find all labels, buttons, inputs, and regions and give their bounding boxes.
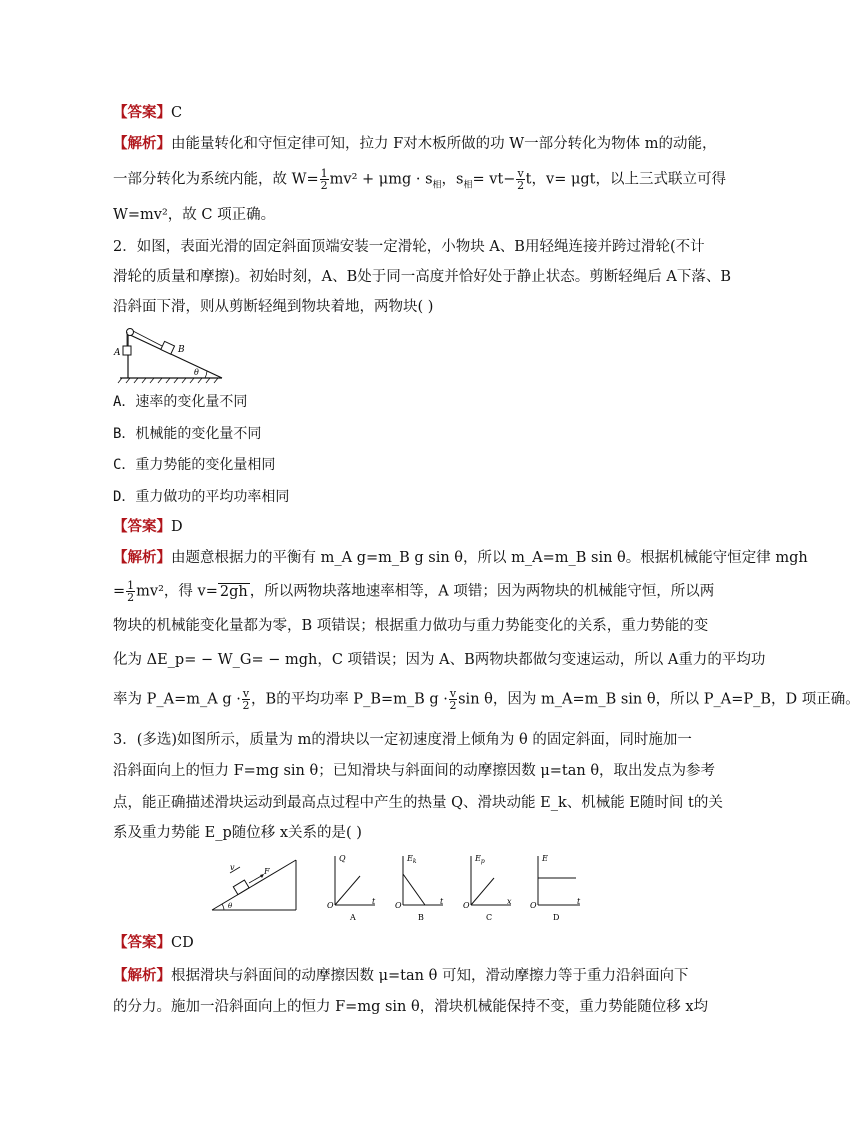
fraction: $\frac{v}{2}$ <box>517 167 525 192</box>
svg-text:Q: Q <box>339 854 346 863</box>
question-line: 3．(多选)如图所示，质量为 m的滑块以一定初速度滑上倾角为 θ 的固定斜面，同时施加一 <box>113 732 692 748</box>
analysis-tag: 【解析】 <box>113 135 171 152</box>
svg-text:Ep: $E_p$ <box>475 854 485 865</box>
svg-text:F: F <box>264 867 270 876</box>
analysis-line: = $\frac{1}{2}$ mv²，得 v= 2gh ，所以两物块落地速率相等，A 项错；因为两物块的机械能守恒，所以两 <box>113 579 715 604</box>
svg-text:t: t <box>372 897 376 906</box>
svg-text:O: O <box>530 901 537 910</box>
analysis-text: = vt− <box>472 171 516 188</box>
svg-text:D: D <box>553 913 560 922</box>
analysis-line <box>113 205 683 225</box>
graph-b <box>395 854 444 922</box>
option-c: C．重力势能的变化量相同 <box>113 457 276 473</box>
svg-text:t: t <box>577 897 581 906</box>
question-line: 系及重力势能 E_p随位移 x关系的是( ) <box>113 825 362 841</box>
angle-label: θ <box>194 368 199 377</box>
analysis-line: 物块的机械能变化量都为零，B 项错误；根据重力做功与重力势能变化的关系，重力势能的变 <box>113 618 709 634</box>
analysis-line <box>113 134 717 154</box>
option-b: B．机械能的变化量不同 <box>113 426 262 442</box>
svg-text:Ek: $E_k$ <box>407 854 417 865</box>
analysis-line: 化为 ΔE_p= − W_G= − mgh，C 项错误；因为 A、B两物块都做匀变速运动，所以 A重力的平均功 <box>113 652 766 668</box>
option-d: D．重力做功的平均功率相同 <box>113 489 290 505</box>
fraction: $\frac{1}{2}$ <box>320 167 328 192</box>
question-line: 滑轮的质量和摩擦)。初始时刻，A、B处于同一高度并恰好处于静止状态。剪断轻绳后 A下落、B <box>113 269 732 285</box>
svg-text:θ: θ <box>228 902 233 910</box>
answer-line-2: 【答案】D <box>113 518 183 535</box>
svg-text:C: C <box>486 913 493 922</box>
analysis-line: 率为 P_A=m_A g · $\frac{v}{2}$ ，B的平均功率 P_B=m_B g · $\frac{v}{2}$ sin θ，因为 m_A=m_B sin θ，所以 P_A=P_B，D 项正确。 <box>113 687 860 712</box>
sqrt: 2gh <box>219 583 248 600</box>
analysis-text: W=mv²，故 C 项正确。 <box>113 207 276 223</box>
svg-text:O: O <box>395 901 402 910</box>
analysis-line: 【解析】由题意根据力的平衡有 m_A g=m_B g sin θ，所以 m_A=m_B sin θ。根据机械能守恒定律 mgh <box>113 549 808 566</box>
graph-a <box>327 854 376 922</box>
svg-text:E: E <box>542 854 548 863</box>
analysis-text: ，s <box>441 171 464 188</box>
incline-pulley-figure <box>110 326 230 384</box>
svg-text:A: A <box>350 913 356 922</box>
option-a: A．速率的变化量不同 <box>113 394 248 410</box>
answer-tag: 【答案】 <box>113 104 171 121</box>
analysis-line: 【解析】根据滑块与斜面间的动摩擦因数 μ=tan θ 可知，滑动摩擦力等于重力沿斜面向下 <box>113 967 689 984</box>
incline-diagram <box>212 860 296 910</box>
svg-text:O: O <box>463 901 470 910</box>
analysis-text: 由能量转化和守恒定律可知，拉力 F对木板所做的功 W一部分转化为物体 m的动能， <box>171 136 717 152</box>
answer-value: C <box>171 105 183 121</box>
analysis-line: 一部分转化为系统内能，故 W= $\frac{1}{2}$ $mv^2 + \mu mg \cdot s_相$，$s_相= vt-$ $\frac{v}{2}$ t，v= μgt，以上三式联立可得 <box>113 167 726 192</box>
graph-c <box>463 854 512 922</box>
question-line: 2．如图，表面光滑的固定斜面顶端安装一定滑轮，小物块 A、B用轻绳连接并跨过滑轮(不计 <box>113 239 705 255</box>
svg-text:x: x <box>507 897 512 906</box>
svg-text:v: v <box>230 863 235 872</box>
answer-line-1 <box>113 103 683 123</box>
question-line: 沿斜面向上的恒力 F=mg sin θ；已知滑块与斜面间的动摩擦因数 μ=tan θ，取出发点为参考 <box>113 763 716 779</box>
block-a-label: A <box>114 348 121 358</box>
question-line: 沿斜面下滑，则从剪断轻绳到物块着地，两物块( ) <box>113 299 434 315</box>
incline-graphs-figure <box>200 850 600 925</box>
graph-d <box>530 854 581 922</box>
svg-text:t: t <box>440 897 444 906</box>
analysis-text: 一部分转化为系统内能，故 W= <box>113 171 319 188</box>
analysis-text: mv² + μmg · s <box>329 171 433 188</box>
analysis-line: 的分力。施加一沿斜面向上的恒力 F=mg sin θ，滑块机械能保持不变，重力势能随位移 x均 <box>113 999 708 1015</box>
svg-text:O: O <box>327 901 334 910</box>
answer-line-3: 【答案】CD <box>113 934 194 951</box>
svg-text:B: B <box>418 913 424 922</box>
block-b-label: B <box>178 345 185 355</box>
question-line: 点，能正确描述滑块运动到最高点过程中产生的热量 Q、滑块动能 E_k、机械能 E随时间 t的关 <box>113 795 723 811</box>
analysis-text: t，v= μgt，以上三式联立可得 <box>525 171 726 188</box>
